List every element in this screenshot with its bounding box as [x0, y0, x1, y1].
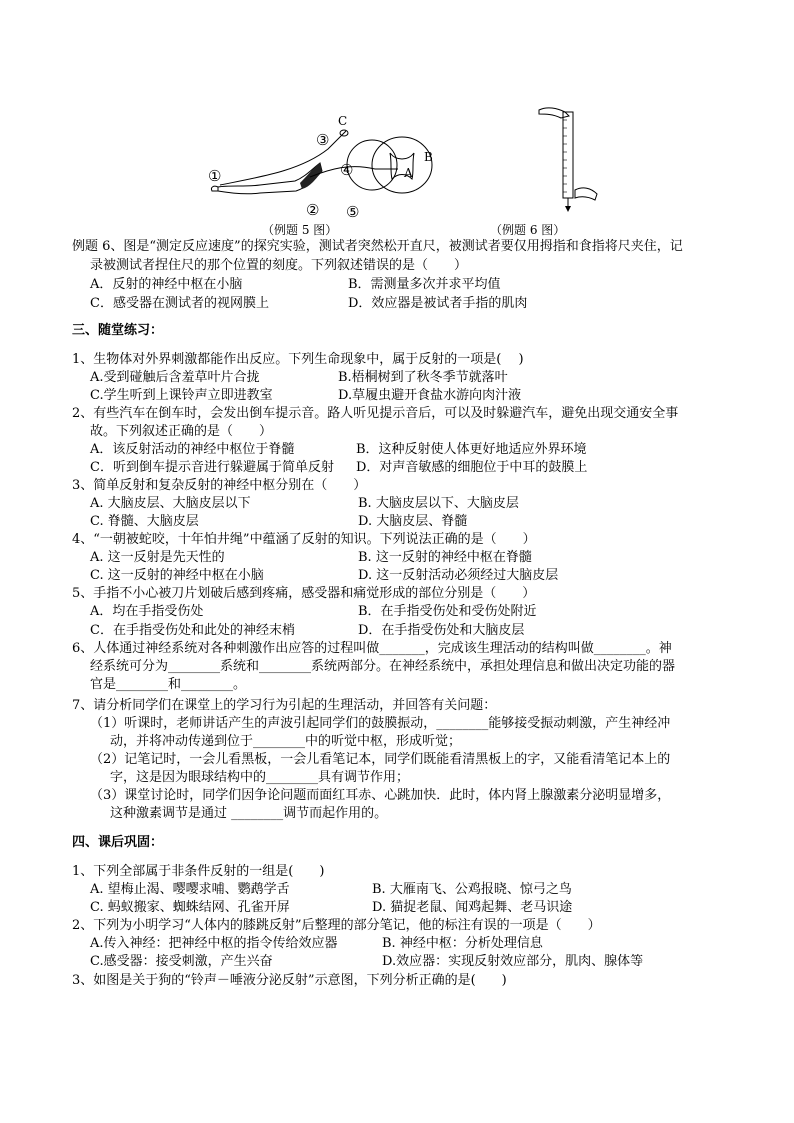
s4-q2-stem: 2、下列为小明学习“人体内的膝跳反射”后整理的部分笔记，他的标注有误的一项是（ ）	[72, 918, 601, 933]
s4-q1-d: D. 猫捉老鼠、闻鸡起舞、老马识途	[372, 900, 573, 915]
s3-q7-p3b: 这种激素调节是通过 ________调节而起作用的。	[110, 806, 388, 821]
label-C: C	[338, 114, 348, 128]
section3-heading: 三、随堂练习：	[72, 323, 164, 338]
s3-q2-b: B．这种反射使人体更好地适应外界环境	[356, 442, 587, 457]
s3-q7-p1b: 动，并将冲动传递到位于________中的听觉中枢，形成听觉；	[110, 734, 462, 749]
ex6-option-b: B．需测量多次并求平均值	[348, 277, 501, 292]
s3-q2-stem2: 故。下列叙述正确的是（ ）	[90, 424, 273, 439]
s3-q4-c: C. 这一反射的神经中枢在小脑	[90, 568, 264, 583]
ex6-option-d: D．效应器是被试者手指的肌肉	[348, 296, 528, 311]
ruler	[563, 112, 573, 198]
s4-q2-b: B. 神经中枢：分析处理信息	[382, 936, 543, 951]
s4-q2-c: C.感受器：接受刺激，产生兴奋	[90, 954, 273, 969]
s3-q3-b: B. 大脑皮层以下、大脑皮层	[358, 496, 519, 511]
s3-q1-b: B.梧桐树到了秋冬季节就落叶	[338, 370, 508, 385]
label-2: ②	[306, 201, 320, 219]
hand-outline	[211, 186, 218, 191]
ruler-ticks	[563, 120, 567, 192]
s4-q2-a: A.传入神经：把神经中枢的指令传给效应器	[90, 936, 338, 951]
ex6-option-a: A．反射的神经中枢在小脑	[90, 277, 243, 292]
s3-q3-c: C. 脊髓、大脑皮层	[90, 514, 199, 529]
s4-q1-a: A. 望梅止渴、嘤嘤求哺、鹦鹉学舌	[90, 882, 290, 897]
ex6-option-c: C．感受器在测试者的视网膜上	[90, 296, 269, 311]
ruler-test-figure	[525, 100, 605, 215]
fig5-caption: （例题 5 图）	[262, 223, 338, 237]
subject-hand	[575, 188, 597, 200]
s3-q5-d: D．在手指受伤处和大脑皮层	[358, 623, 525, 638]
label-5: ⑤	[346, 203, 360, 220]
s3-q3-a: A. 大脑皮层、大脑皮层以下	[90, 496, 251, 511]
spinal-cord	[372, 137, 432, 193]
s3-q7-stem: 7、请分析同学们在课堂上的学习行为引起的生理活动，并回答有关问题：	[72, 698, 497, 713]
s4-q1-stem: 1、下列全部属于非条件反射的一组是( )	[72, 864, 325, 879]
s3-q1-d: D.草履虫避开食盐水游向肉汁液	[338, 388, 522, 403]
s3-q6-line1: 6、人体通过神经系统对各种刺激作出应答的过程叫做_______，完成该生理活动的结构叫做________。神	[72, 641, 672, 656]
s3-q3-d: D. 大脑皮层、脊髓	[358, 514, 468, 529]
section4-heading: 四、课后巩固：	[72, 835, 164, 850]
s3-q2-d: D．对声音敏感的细胞位于中耳的鼓膜上	[356, 460, 588, 475]
s3-q3-stem: 3、简单反射和复杂反射的神经中枢分别在（ ）	[72, 478, 367, 493]
s3-q1-c: C.学生听到上课铃声立即进教室	[90, 388, 273, 403]
tester-hand	[539, 108, 569, 118]
s3-q2-stem1: 2、有些汽车在倒车时，会发出倒车提示音。路人听见提示音后，可以及时躲避汽车，避免出现交通安全事	[72, 406, 679, 421]
s3-q1-a: A.受到碰触后含羞草叶片合拢	[90, 370, 260, 385]
s3-q2-c: C．听到倒车提示音进行躲避属于简单反射	[90, 460, 334, 475]
s4-q2-d: D.效应器：实现反射效应部分，肌肉、腺体等	[382, 954, 644, 969]
ex6-stem-line2: 录被测试者捏住尺的那个位置的刻度。下列叙述错误的是（ ）	[90, 258, 468, 273]
s3-q4-d: D. 这一反射活动必须经过大脑皮层	[358, 568, 559, 583]
s4-q3-stem: 3、如图是关于狗的“铃声－唾液分泌反射”示意图，下列分析正确的是( )	[72, 973, 507, 988]
label-B: B	[424, 150, 433, 164]
fig6-caption: （例题 6 图）	[490, 223, 566, 237]
s3-q5-stem: 5、手指不小心被刀片划破后感到疼痛，感受器和痛觉形成的部位分别是（ ）	[72, 586, 536, 601]
s3-q5-c: C．在手指受伤处和此处的神经末梢	[90, 623, 295, 638]
s4-q1-c: C. 蚂蚁搬家、蜘蛛结网、孔雀开屏	[90, 900, 290, 915]
s3-q6-line2: 经系统可分为________系统和________系统两部分。在神经系统中，承担处理信息和做出决定功能的器	[90, 659, 676, 674]
s4-q1-b: B. 大雁南飞、公鸡报晓、惊弓之鸟	[372, 882, 572, 897]
s3-q4-stem: 4、“一朝被蛇咬，十年怕井绳”中蕴涵了反射的知识。下列说法正确的是（ ）	[72, 532, 536, 547]
label-4: ④	[340, 161, 354, 179]
s3-q7-p2a: （2）记笔记时，一会儿看黑板，一会儿看笔记本，同学们既能看清黑板上的字，又能看清笔记本上的	[90, 752, 671, 767]
label-1: ①	[208, 167, 222, 185]
s3-q7-p1a: （1）听课时，老师讲话产生的声波引起同学们的鼓膜振动，________能够接受振动刺激，产生神经冲	[90, 716, 671, 731]
s3-q5-a: A．均在手指受伤处	[90, 604, 204, 619]
label-A: A	[404, 166, 413, 180]
drop-arrow-head	[565, 206, 571, 212]
s3-q1-stem: 1、生物体对外界刺激都能作出反应。下列生命现象中，属于反射的一项是( )	[72, 352, 524, 367]
s3-q4-b: B. 这一反射的神经中枢在脊髓	[358, 550, 532, 565]
s3-q5-b: B．在手指受伤处和受伤处附近	[358, 604, 537, 619]
s3-q4-a: A. 这一反射是先天性的	[90, 550, 225, 565]
s3-q7-p2b: 字，这是因为眼球结构中的________具有调节作用；	[110, 770, 410, 785]
s3-q6-line3: 官是________和________。	[90, 677, 247, 692]
label-3: ③	[316, 131, 330, 149]
reflex-arc-figure	[200, 105, 450, 220]
s3-q7-p3a: （3）课堂讨论时，同学们因争论问题而面红耳赤、心跳加快．此时，体内肾上腺激素分泌明显增多，	[90, 788, 671, 803]
s3-q2-a: A．该反射活动的神经中枢位于脊髓	[90, 442, 295, 457]
ex6-stem-line1: 例题 6、图是“测定反应速度”的探究实验，测试者突然松开直尺，被测试者要仅用拇指和食指将尺夹住，记	[72, 239, 683, 254]
